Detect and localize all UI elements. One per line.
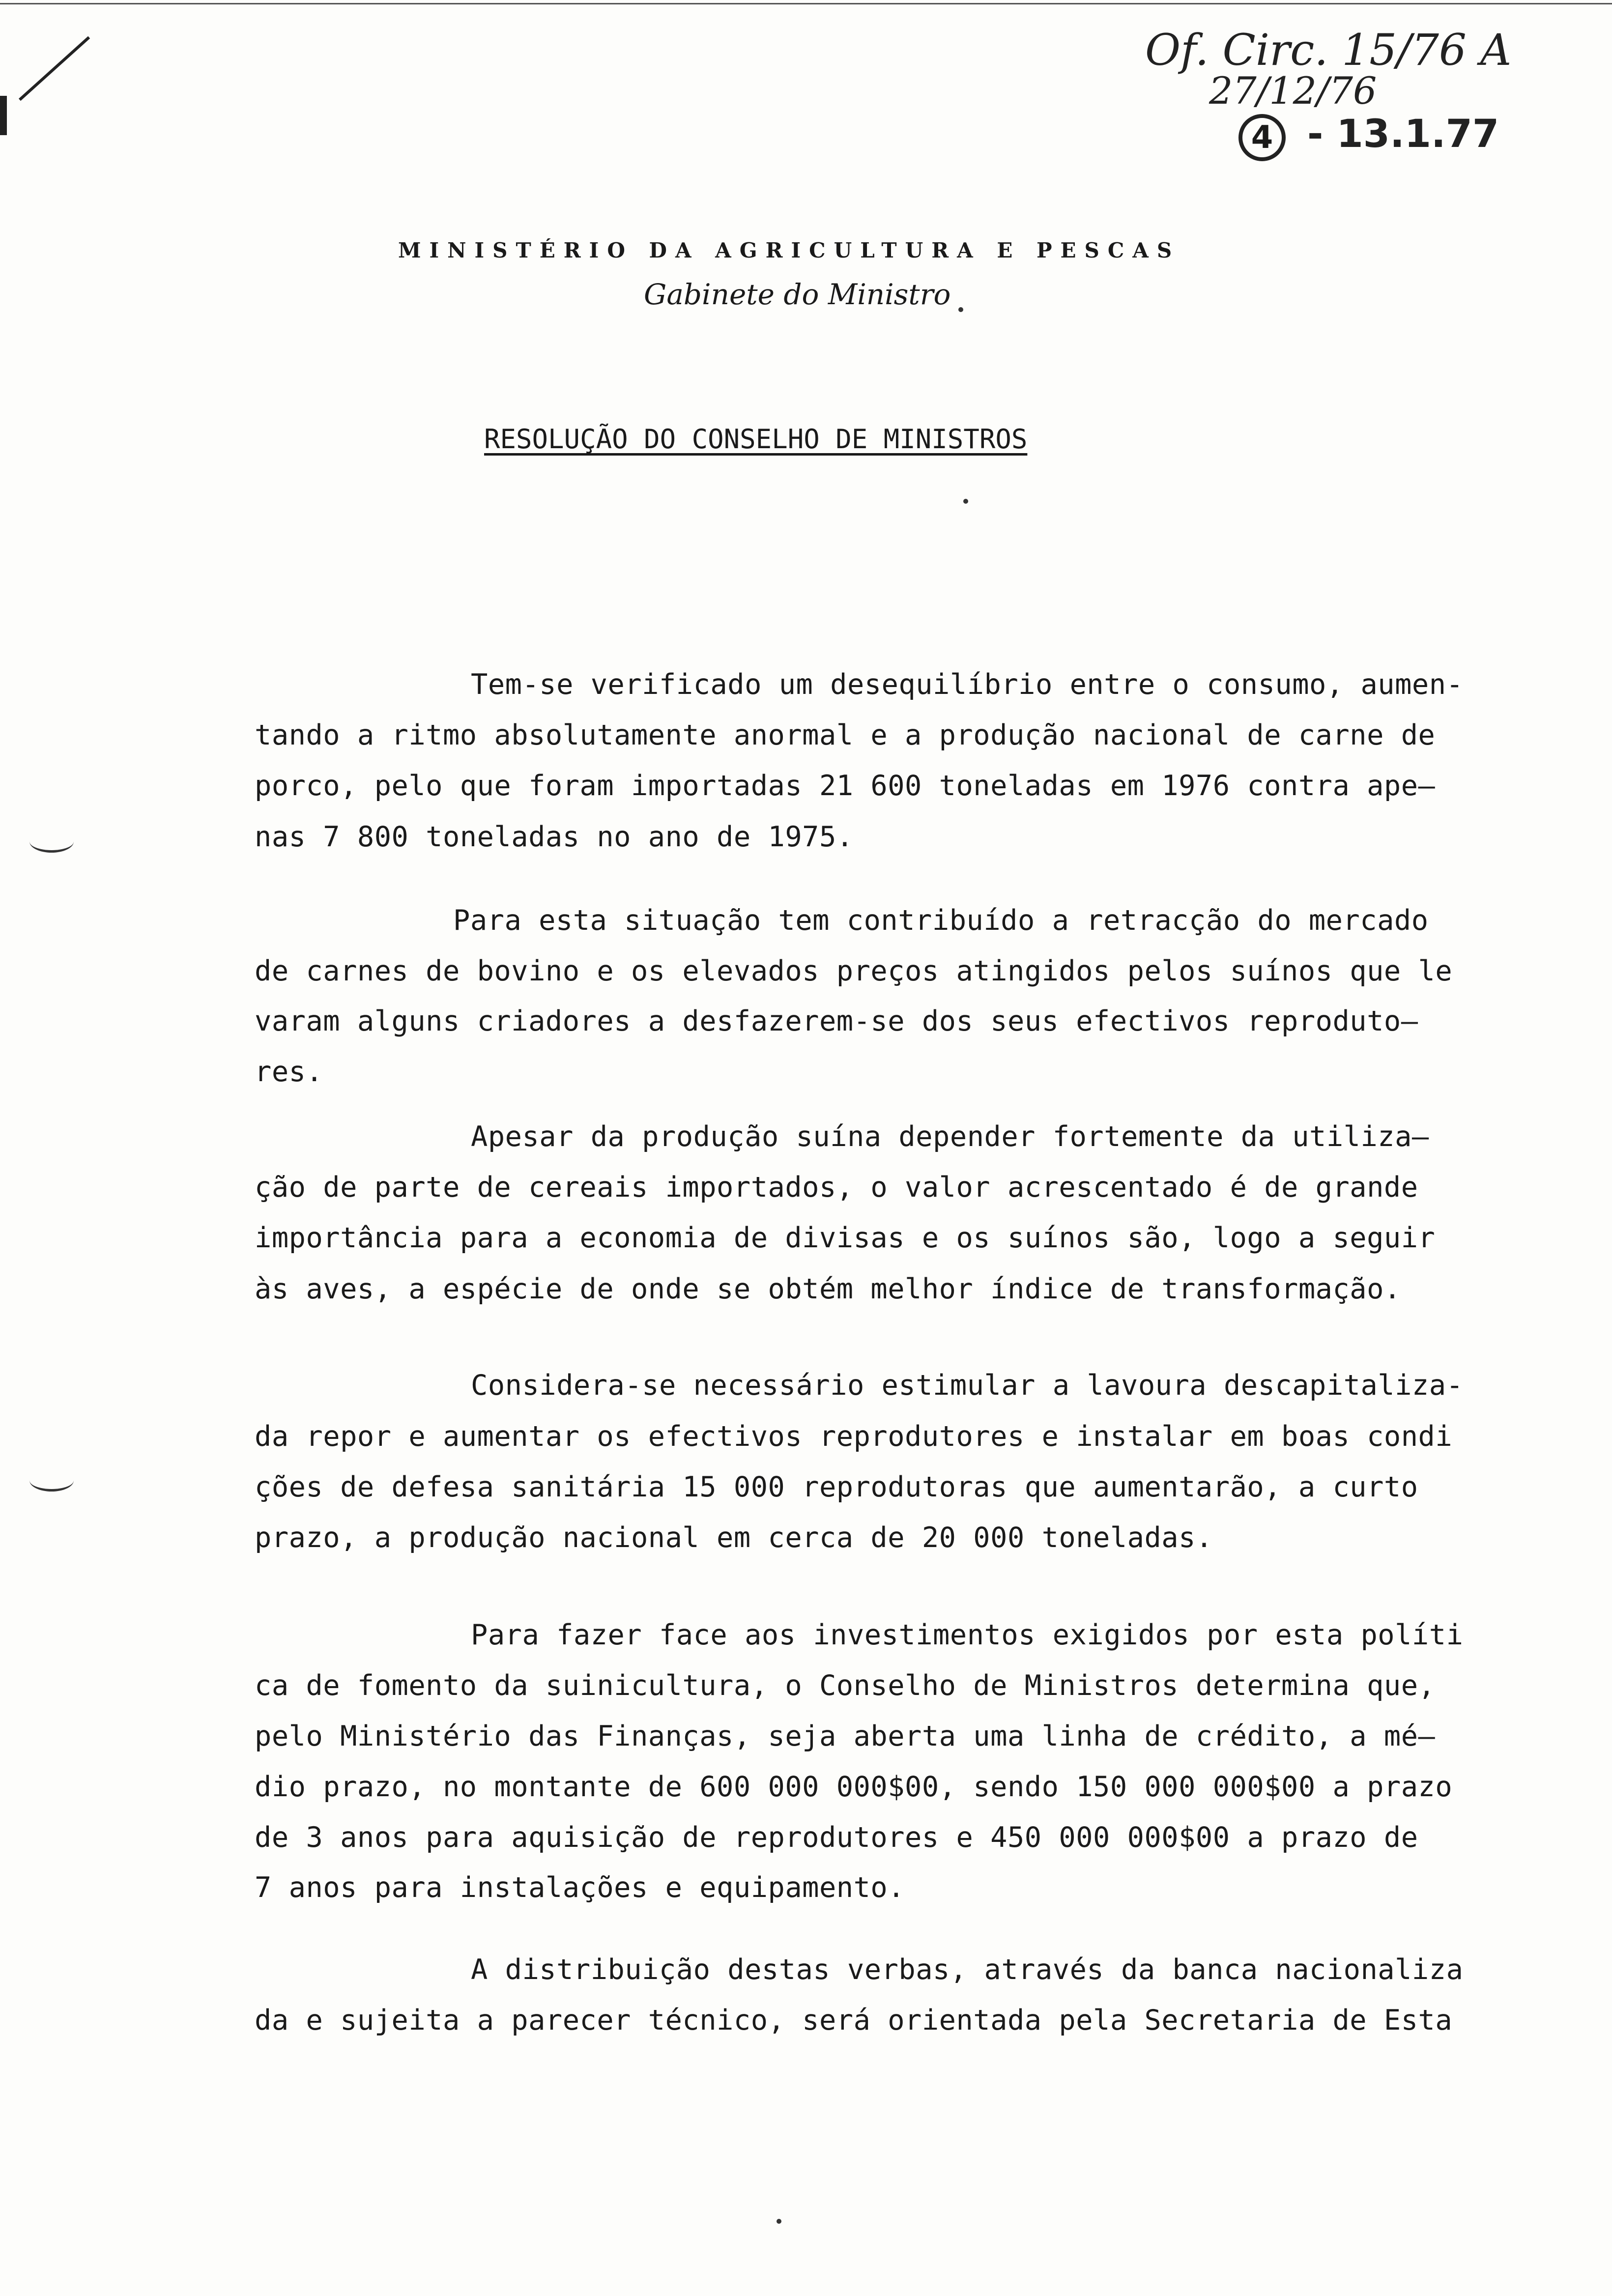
body-line: Apesar da produção suína depender fortemente da utiliza— (471, 1120, 1429, 1153)
speck (958, 307, 963, 312)
body-line: res. (255, 1056, 323, 1088)
body-line: às aves, a espécie de onde se obtém melhor índice de transformação. (255, 1273, 1401, 1305)
body-line: Tem-se verificado um desequilíbrio entre o consumo, aumen- (471, 668, 1464, 701)
body-line: da repor e aumentar os efectivos reprodutores e instalar em boas condi (255, 1420, 1453, 1453)
gabinete-subheader: Gabinete do Ministro (644, 278, 951, 311)
body-line: ção de parte de cereais importados, o valor acrescentado é de grande (255, 1171, 1418, 1204)
margin-mark (29, 831, 74, 853)
hole-punch-mark (29, 1469, 74, 1492)
body-line: pelo Ministério das Finanças, seja aberta uma linha de crédito, a mé— (255, 1720, 1436, 1752)
body-line: importância para a economia de divisas e os suínos são, logo a seguir (255, 1222, 1436, 1254)
body-line: ções de defesa sanitária 15 000 reprodutoras que aumentarão, a curto (255, 1471, 1418, 1503)
reference-note-date: 27/12/76 (1209, 69, 1377, 113)
body-line: Considera-se necessário estimular a lavoura descapitaliza- (471, 1369, 1464, 1402)
body-line: ca de fomento da suinicultura, o Conselho de Ministros determina que, (255, 1669, 1436, 1702)
speck (963, 499, 968, 504)
margin-bar-mark (0, 96, 7, 135)
speck (777, 2219, 781, 2224)
body-line: nas 7 800 toneladas no ano de 1975. (255, 821, 854, 853)
body-line: Para fazer face aos investimentos exigidos por esta políti (471, 1619, 1464, 1651)
body-line: 7 anos para instalações e equipamento. (255, 1871, 905, 1904)
margin-tick-mark (19, 36, 90, 101)
document-title: RESOLUÇÃO DO CONSELHO DE MINISTROS (484, 424, 1028, 455)
body-line: da e sujeita a parecer técnico, será orientada pela Secretaria de Esta (255, 2004, 1453, 2037)
body-line: varam alguns criadores a desfazerem-se dos seus efectivos reproduto— (255, 1005, 1418, 1037)
top-edge-line (0, 3, 1612, 4)
ministry-header: MINISTÉRIO DA AGRICULTURA E PESCAS (398, 238, 1180, 262)
body-line: dio prazo, no montante de 600 000 000$00, sendo 150 000 000$00 a prazo (255, 1771, 1453, 1803)
reference-note-line1: Of. Circ. 15/76 A (1145, 25, 1512, 75)
reference-note-line3: - 13.1.77 (1307, 112, 1499, 156)
body-line: prazo, a produção nacional em cerca de 20 000 toneladas. (255, 1521, 1213, 1554)
circled-number: 4 (1238, 114, 1286, 161)
body-line: Para esta situação tem contribuído a retracção do mercado (453, 904, 1429, 937)
body-line: A distribuição destas verbas, através da banca nacionaliza (471, 1953, 1464, 1986)
body-line: de carnes de bovino e os elevados preços atingidos pelos suínos que le (255, 955, 1453, 987)
body-line: porco, pelo que foram importadas 21 600 toneladas em 1976 contra ape— (255, 770, 1436, 802)
body-line: de 3 anos para aquisição de reprodutores e 450 000 000$00 a prazo de (255, 1821, 1418, 1854)
body-line: tando a ritmo absolutamente anormal e a produção nacional de carne de (255, 719, 1436, 751)
